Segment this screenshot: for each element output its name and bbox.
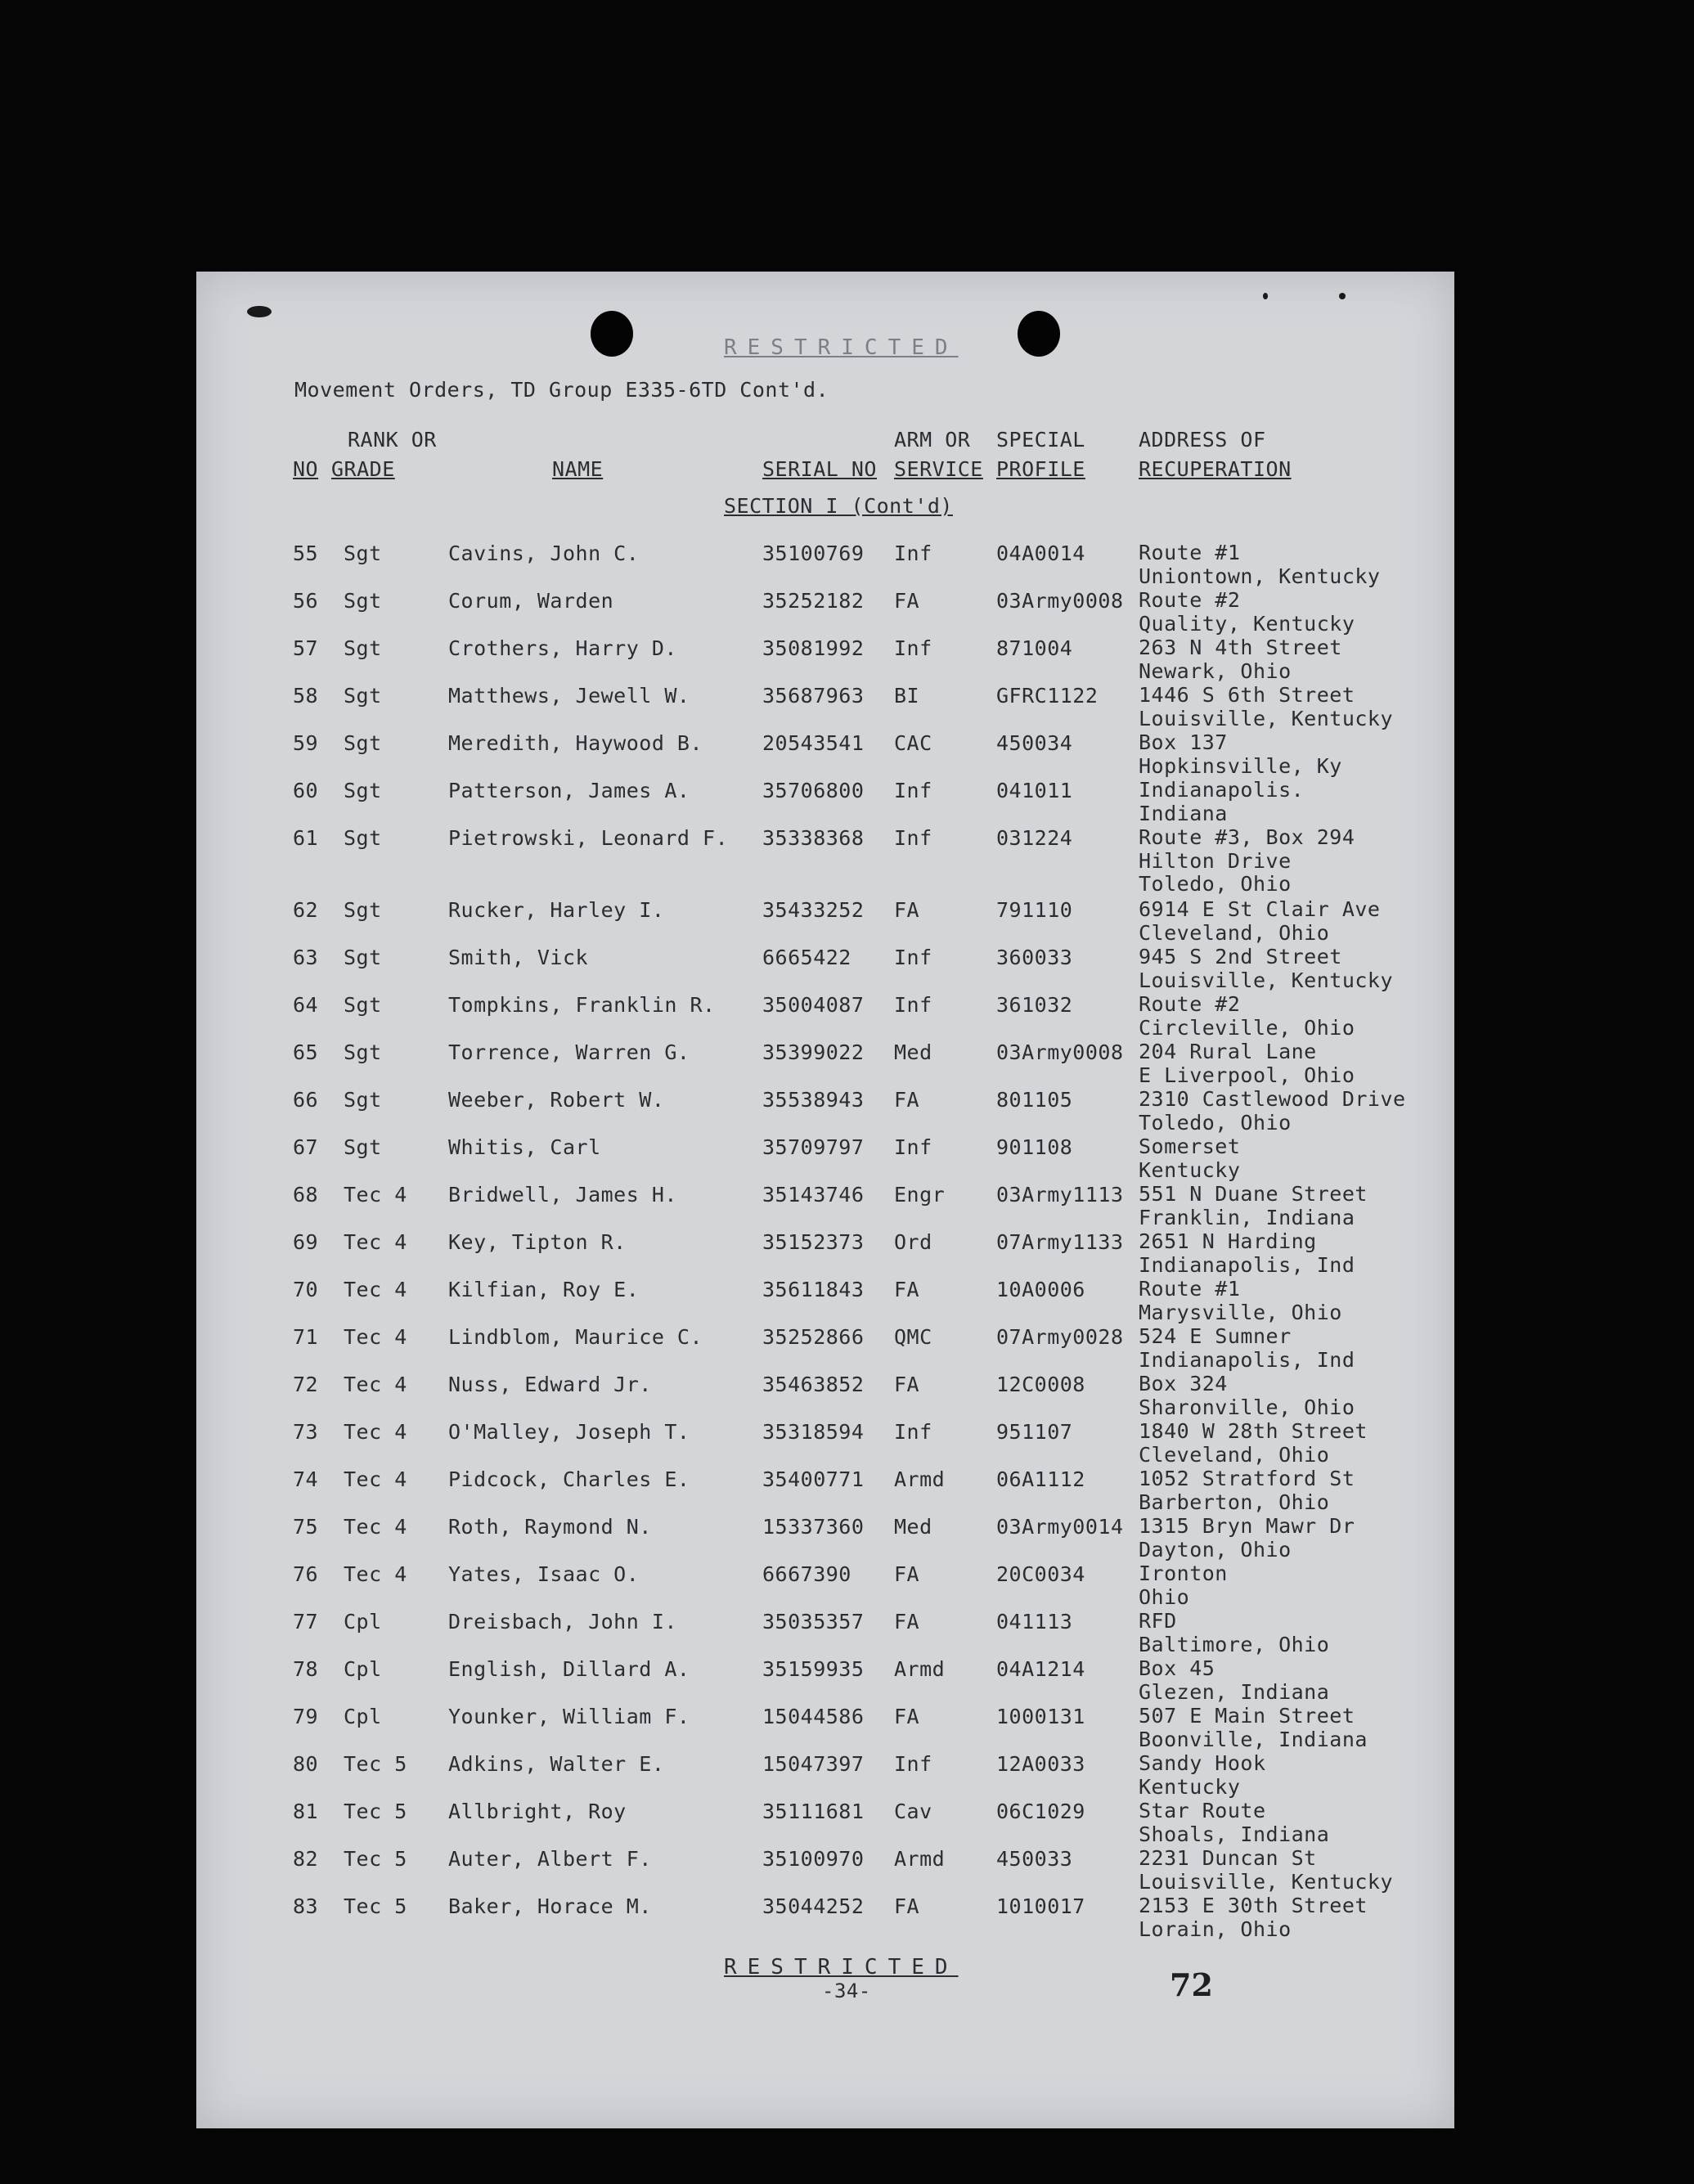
row-rank: Sgt <box>344 826 382 850</box>
row-address: 945 S 2nd Street Louisville, Kentucky <box>1139 945 1394 992</box>
row-profile: GFRC1122 <box>996 684 1099 708</box>
row-name: Baker, Horace M. <box>448 1894 652 1918</box>
row-name: Patterson, James A. <box>448 779 690 802</box>
row-rank: Sgt <box>344 731 382 755</box>
row-profile: 06A1112 <box>996 1467 1085 1491</box>
row-serial: 15337360 <box>762 1515 865 1539</box>
row-number: 79 <box>293 1705 319 1728</box>
row-name: Younker, William F. <box>448 1705 690 1728</box>
table-row <box>196 826 1454 898</box>
row-profile: 10A0006 <box>996 1278 1085 1301</box>
row-serial: 35400771 <box>762 1467 865 1491</box>
row-profile: 791110 <box>996 898 1073 922</box>
row-address: 2310 Castlewood Drive Toledo, Ohio <box>1139 1087 1406 1135</box>
table-row <box>196 898 1454 946</box>
table-row <box>196 684 1454 731</box>
row-address: 2651 N Harding Indianapolis, Ind <box>1139 1229 1355 1277</box>
row-number: 83 <box>293 1894 319 1918</box>
row-rank: Sgt <box>344 542 382 565</box>
row-arm: Cav <box>894 1800 932 1823</box>
row-serial: 35143746 <box>762 1183 865 1207</box>
row-profile: 450034 <box>996 731 1073 755</box>
row-name: Rucker, Harley I. <box>448 898 665 922</box>
row-name: Allbright, Roy <box>448 1800 627 1823</box>
row-serial: 35687963 <box>762 684 865 708</box>
row-serial: 35399022 <box>762 1040 865 1064</box>
row-rank: Sgt <box>344 636 382 660</box>
row-serial: 35611843 <box>762 1278 865 1301</box>
row-rank: Cpl <box>344 1657 382 1681</box>
row-number: 76 <box>293 1562 319 1586</box>
row-rank: Cpl <box>344 1610 382 1634</box>
row-arm: FA <box>894 1705 920 1728</box>
row-profile: 06C1029 <box>996 1800 1085 1823</box>
row-address: Box 45 Glezen, Indiana <box>1139 1656 1330 1704</box>
row-number: 67 <box>293 1135 319 1159</box>
table-row <box>196 779 1454 826</box>
row-profile: 360033 <box>996 946 1073 969</box>
row-number: 70 <box>293 1278 319 1301</box>
row-profile: 361032 <box>996 993 1073 1017</box>
row-number: 55 <box>293 542 319 565</box>
table-row <box>196 993 1454 1040</box>
row-serial: 35706800 <box>762 779 865 802</box>
row-arm: Inf <box>894 1135 932 1159</box>
row-number: 64 <box>293 993 319 1017</box>
row-rank: Sgt <box>344 1135 382 1159</box>
row-number: 68 <box>293 1183 319 1207</box>
row-number: 73 <box>293 1420 319 1444</box>
row-profile: 041113 <box>996 1610 1073 1634</box>
table-row <box>196 589 1454 636</box>
row-address: Ironton Ohio <box>1139 1562 1228 1609</box>
row-name: Lindblom, Maurice C. <box>448 1325 703 1349</box>
row-address: Box 324 Sharonville, Ohio <box>1139 1372 1355 1419</box>
row-serial: 35044252 <box>762 1894 865 1918</box>
row-arm: FA <box>894 1894 920 1918</box>
row-profile: 1010017 <box>996 1894 1085 1918</box>
row-rank: Tec 5 <box>344 1800 407 1823</box>
row-arm: Inf <box>894 826 932 850</box>
row-profile: 901108 <box>996 1135 1073 1159</box>
ink-speck <box>247 306 272 317</box>
row-address: 1446 S 6th Street Louisville, Kentucky <box>1139 683 1394 730</box>
row-profile: 1000131 <box>996 1705 1085 1728</box>
row-address: Indianapolis. Indiana <box>1139 778 1305 825</box>
row-number: 63 <box>293 946 319 969</box>
row-serial: 35081992 <box>762 636 865 660</box>
row-number: 59 <box>293 731 319 755</box>
row-arm: Engr <box>894 1183 946 1207</box>
col-head-profile: SPECIAL PROFILE <box>996 428 1085 481</box>
row-name: Pietrowski, Leonard F. <box>448 826 729 850</box>
row-number: 82 <box>293 1847 319 1871</box>
row-profile: 12C0008 <box>996 1373 1085 1396</box>
row-arm: Med <box>894 1040 932 1064</box>
stamped-number: 72 <box>1170 1966 1213 2003</box>
col-head-arm: ARM OR SERVICE <box>894 428 983 481</box>
row-rank: Sgt <box>344 1088 382 1112</box>
row-arm: Inf <box>894 993 932 1017</box>
row-arm: Inf <box>894 636 932 660</box>
row-name: Weeber, Robert W. <box>448 1088 665 1112</box>
row-arm: CAC <box>894 731 932 755</box>
row-arm: Med <box>894 1515 932 1539</box>
row-name: Kilfian, Roy E. <box>448 1278 640 1301</box>
section-label: SECTION I (Cont'd) <box>724 494 953 518</box>
row-rank: Tec 5 <box>344 1894 407 1918</box>
col-head-address: ADDRESS OF RECUPERATION <box>1139 428 1292 481</box>
row-address: 551 N Duane Street Franklin, Indiana <box>1139 1182 1368 1229</box>
row-name: Roth, Raymond N. <box>448 1515 652 1539</box>
row-number: 56 <box>293 589 319 613</box>
table-row <box>196 1040 1454 1088</box>
row-profile: 801105 <box>996 1088 1073 1112</box>
classification-top: RESTRICTED <box>724 335 959 360</box>
row-profile: 04A1214 <box>996 1657 1085 1681</box>
row-name: Tompkins, Franklin R. <box>448 993 716 1017</box>
row-name: Crothers, Harry D. <box>448 636 677 660</box>
row-number: 74 <box>293 1467 319 1491</box>
row-arm: Inf <box>894 542 932 565</box>
table-row <box>196 1373 1454 1420</box>
row-address: 1840 W 28th Street Cleveland, Ohio <box>1139 1419 1368 1467</box>
row-address: Route #2 Circleville, Ohio <box>1139 992 1355 1040</box>
row-name: Pidcock, Charles E. <box>448 1467 690 1491</box>
row-profile: 20C0034 <box>996 1562 1085 1586</box>
row-address: 524 E Sumner Indianapolis, Ind <box>1139 1324 1355 1372</box>
row-serial: 35111681 <box>762 1800 865 1823</box>
row-serial: 15044586 <box>762 1705 865 1728</box>
row-name: Corum, Warden <box>448 589 614 613</box>
row-arm: FA <box>894 1278 920 1301</box>
row-address: 2153 E 30th Street Lorain, Ohio <box>1139 1894 1368 1941</box>
table-row <box>196 1610 1454 1657</box>
row-arm: Inf <box>894 779 932 802</box>
row-number: 72 <box>293 1373 319 1396</box>
table-row <box>196 1847 1454 1894</box>
row-rank: Tec 4 <box>344 1515 407 1539</box>
row-rank: Sgt <box>344 684 382 708</box>
row-serial: 20543541 <box>762 731 865 755</box>
row-serial: 35709797 <box>762 1135 865 1159</box>
row-arm: FA <box>894 1562 920 1586</box>
row-name: Key, Tipton R. <box>448 1230 627 1254</box>
row-rank: Sgt <box>344 779 382 802</box>
row-address: Box 137 Hopkinsville, Ky <box>1139 730 1342 778</box>
row-rank: Tec 4 <box>344 1183 407 1207</box>
row-address: Route #3, Box 294 Hilton Drive Toledo, Ohio <box>1139 825 1355 896</box>
row-serial: 35252866 <box>762 1325 865 1349</box>
row-number: 58 <box>293 684 319 708</box>
row-profile: 07Army1133 <box>996 1230 1124 1254</box>
row-number: 80 <box>293 1752 319 1776</box>
row-address: 263 N 4th Street Newark, Ohio <box>1139 636 1342 683</box>
col-head-no: NO <box>293 457 319 481</box>
row-rank: Cpl <box>344 1705 382 1728</box>
row-address: 1052 Stratford St Barberton, Ohio <box>1139 1467 1355 1514</box>
row-rank: Sgt <box>344 1040 382 1064</box>
row-number: 71 <box>293 1325 319 1349</box>
row-arm: FA <box>894 1610 920 1634</box>
row-number: 66 <box>293 1088 319 1112</box>
row-name: Cavins, John C. <box>448 542 640 565</box>
row-address: 507 E Main Street Boonville, Indiana <box>1139 1704 1368 1751</box>
row-serial: 35318594 <box>762 1420 865 1444</box>
table-row <box>196 1752 1454 1800</box>
row-rank: Tec 4 <box>344 1325 407 1349</box>
row-profile: 871004 <box>996 636 1073 660</box>
page-number: -34- <box>822 1980 871 2002</box>
row-arm: FA <box>894 589 920 613</box>
row-profile: 03Army0008 <box>996 589 1124 613</box>
row-rank: Tec 5 <box>344 1847 407 1871</box>
row-name: Adkins, Walter E. <box>448 1752 665 1776</box>
row-rank: Tec 4 <box>344 1420 407 1444</box>
row-name: Smith, Vick <box>448 946 589 969</box>
row-arm: FA <box>894 898 920 922</box>
row-arm: QMC <box>894 1325 932 1349</box>
row-serial: 35159935 <box>762 1657 865 1681</box>
row-name: English, Dillard A. <box>448 1657 690 1681</box>
row-serial: 35152373 <box>762 1230 865 1254</box>
row-serial: 35100769 <box>762 542 865 565</box>
row-number: 62 <box>293 898 319 922</box>
punch-hole-right <box>1018 311 1060 357</box>
row-address: Star Route Shoals, Indiana <box>1139 1799 1330 1846</box>
col-head-name: NAME <box>552 457 604 481</box>
row-arm: BI <box>894 684 920 708</box>
row-number: 60 <box>293 779 319 802</box>
table-row <box>196 1183 1454 1230</box>
row-address: Sandy Hook Kentucky <box>1139 1751 1266 1799</box>
row-serial: 35338368 <box>762 826 865 850</box>
row-name: Whitis, Carl <box>448 1135 601 1159</box>
table-row <box>196 636 1454 684</box>
table-row <box>196 1705 1454 1752</box>
table-row <box>196 1420 1454 1467</box>
row-address: Route #2 Quality, Kentucky <box>1139 588 1355 636</box>
row-profile: 03Army1113 <box>996 1183 1124 1207</box>
row-rank: Tec 4 <box>344 1562 407 1586</box>
row-rank: Sgt <box>344 898 382 922</box>
row-number: 65 <box>293 1040 319 1064</box>
row-profile: 03Army0008 <box>996 1040 1124 1064</box>
row-address: 1315 Bryn Mawr Dr Dayton, Ohio <box>1139 1514 1355 1562</box>
row-arm: Inf <box>894 1752 932 1776</box>
ink-speck <box>1263 293 1268 299</box>
ink-speck <box>1339 293 1346 299</box>
table-row <box>196 1230 1454 1278</box>
row-address: 204 Rural Lane E Liverpool, Ohio <box>1139 1040 1355 1087</box>
row-name: O'Malley, Joseph T. <box>448 1420 690 1444</box>
table-row <box>196 1088 1454 1135</box>
row-address: 6914 E St Clair Ave Cleveland, Ohio <box>1139 897 1381 945</box>
table-row <box>196 1278 1454 1325</box>
row-address: Route #1 Marysville, Ohio <box>1139 1277 1342 1324</box>
row-arm: FA <box>894 1088 920 1112</box>
row-serial: 35035357 <box>762 1610 865 1634</box>
row-arm: FA <box>894 1373 920 1396</box>
row-number: 69 <box>293 1230 319 1254</box>
row-name: Matthews, Jewell W. <box>448 684 690 708</box>
punch-hole-left <box>591 311 633 357</box>
row-serial: 35538943 <box>762 1088 865 1112</box>
row-name: Dreisbach, John I. <box>448 1610 677 1634</box>
row-profile: 12A0033 <box>996 1752 1085 1776</box>
row-serial: 35433252 <box>762 898 865 922</box>
table-row <box>196 946 1454 993</box>
row-arm: Armd <box>894 1847 946 1871</box>
table-row <box>196 1515 1454 1562</box>
row-serial: 35252182 <box>762 589 865 613</box>
row-profile: 951107 <box>996 1420 1073 1444</box>
row-name: Bridwell, James H. <box>448 1183 677 1207</box>
row-number: 61 <box>293 826 319 850</box>
row-arm: Ord <box>894 1230 932 1254</box>
table-row <box>196 1325 1454 1373</box>
row-serial: 35100970 <box>762 1847 865 1871</box>
table-row <box>196 1800 1454 1847</box>
row-rank: Sgt <box>344 946 382 969</box>
row-rank: Tec 4 <box>344 1230 407 1254</box>
row-name: Yates, Isaac O. <box>448 1562 640 1586</box>
row-address: Route #1 Uniontown, Kentucky <box>1139 541 1381 588</box>
row-address: 2231 Duncan St Louisville, Kentucky <box>1139 1846 1394 1894</box>
col-head-serial: SERIAL NO <box>762 457 877 481</box>
row-number: 75 <box>293 1515 319 1539</box>
table-row <box>196 731 1454 779</box>
row-address: RFD Baltimore, Ohio <box>1139 1609 1330 1656</box>
row-arm: Armd <box>894 1657 946 1681</box>
row-profile: 03Army0014 <box>996 1515 1124 1539</box>
table-row <box>196 1562 1454 1610</box>
row-name: Torrence, Warren G. <box>448 1040 690 1064</box>
row-number: 77 <box>293 1610 319 1634</box>
table-row <box>196 1467 1454 1515</box>
table-row <box>196 1894 1454 1942</box>
row-serial: 35004087 <box>762 993 865 1017</box>
row-profile: 04A0014 <box>996 542 1085 565</box>
row-rank: Sgt <box>344 993 382 1017</box>
row-rank: Tec 4 <box>344 1467 407 1491</box>
row-rank: Sgt <box>344 589 382 613</box>
row-profile: 041011 <box>996 779 1073 802</box>
col-head-rank: RANK OR GRADE <box>331 428 437 481</box>
row-serial: 6667390 <box>762 1562 851 1586</box>
row-serial: 6665422 <box>762 946 851 969</box>
row-name: Meredith, Haywood B. <box>448 731 703 755</box>
row-serial: 35463852 <box>762 1373 865 1396</box>
table-row <box>196 542 1454 589</box>
row-name: Auter, Albert F. <box>448 1847 652 1871</box>
row-rank: Tec 5 <box>344 1752 407 1776</box>
table-row <box>196 1135 1454 1183</box>
roster-table <box>196 542 1454 1942</box>
row-profile: 450033 <box>996 1847 1073 1871</box>
row-profile: 031224 <box>996 826 1073 850</box>
row-address: Somerset Kentucky <box>1139 1135 1241 1182</box>
row-arm: Inf <box>894 946 932 969</box>
row-number: 57 <box>293 636 319 660</box>
row-arm: Inf <box>894 1420 932 1444</box>
paper-sheet <box>196 272 1454 2128</box>
row-rank: Tec 4 <box>344 1373 407 1396</box>
row-profile: 07Army0028 <box>996 1325 1124 1349</box>
row-rank: Tec 4 <box>344 1278 407 1301</box>
row-name: Nuss, Edward Jr. <box>448 1373 652 1396</box>
classification-bottom: RESTRICTED <box>724 1955 959 1980</box>
row-arm: Armd <box>894 1467 946 1491</box>
row-serial: 15047397 <box>762 1752 865 1776</box>
row-number: 81 <box>293 1800 319 1823</box>
row-number: 78 <box>293 1657 319 1681</box>
document-title: Movement Orders, TD Group E335-6TD Cont'd. <box>294 378 829 402</box>
table-row <box>196 1657 1454 1705</box>
